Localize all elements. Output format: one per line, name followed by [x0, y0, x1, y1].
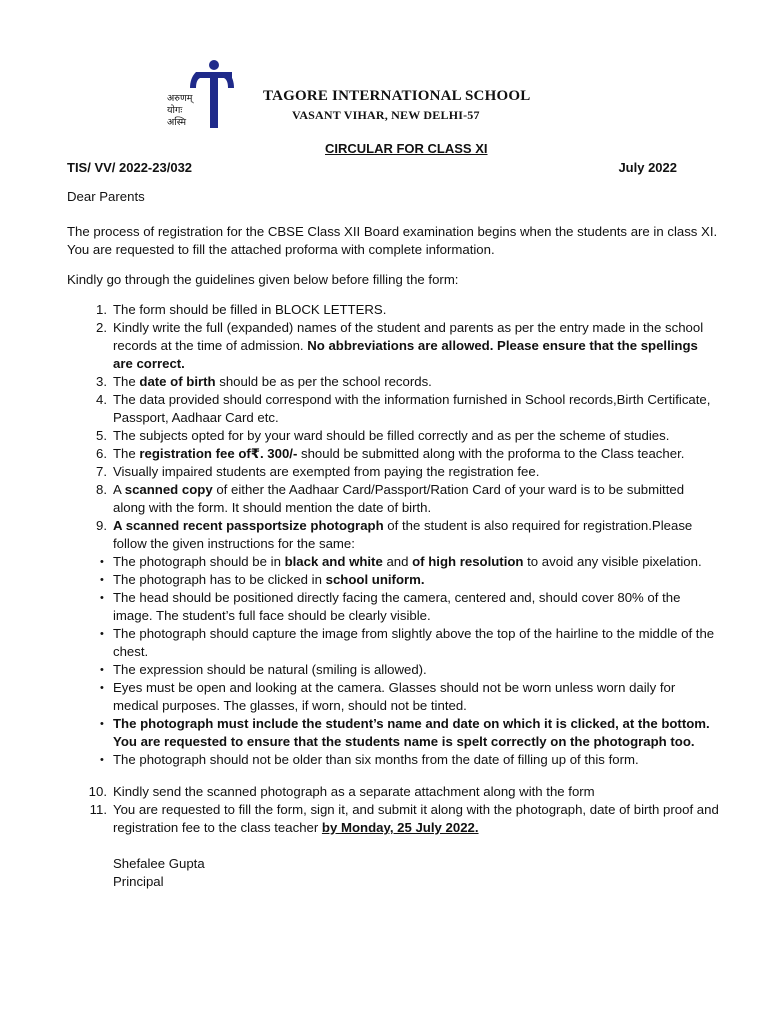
school-address: VASANT VIHAR, NEW DELHI-57	[292, 108, 480, 122]
bullet-icon: •	[100, 592, 104, 604]
item-text: The photograph should not be older than six months from the date of filling up of this form.	[113, 752, 639, 767]
item-emphasis: black and white	[284, 554, 383, 569]
bullet-icon: •	[100, 574, 104, 586]
item-number: 9.	[96, 518, 107, 533]
letter-body	[67, 188, 719, 891]
signature-block	[67, 855, 719, 891]
bullet-item	[67, 571, 719, 589]
item-text: You are requested to fill the form, sign it, and submit it along with the photograph, date of birth proof and registration fee to the class teacher	[113, 802, 719, 835]
item-text: Visually impaired students are exempted from paying the registration fee.	[113, 464, 540, 479]
item-text: Kindly send the scanned photograph as a separate attachment along with the form	[113, 784, 595, 799]
item-text: The form should be filled in BLOCK LETTERS.	[113, 302, 387, 317]
item-text: should be submitted along with the proforma to the Class teacher.	[297, 446, 685, 461]
signatory-name: Shefalee Gupta	[113, 856, 205, 871]
item-text: Eyes must be open and looking at the camera. Glasses should not be worn unless worn daily for medical purposes. The glasses, if worn, should not be tinted.	[113, 680, 676, 713]
list-item	[67, 301, 719, 319]
item-text: Kindly write the full (expanded) names of the student and parents as per the entry made in the school records at the time of admission.	[113, 320, 704, 353]
item-text: of either the Aadhaar Card/Passport/Ration Card of your ward is to be submitted along with the form. It should mention the date of birth.	[113, 482, 685, 515]
list-item	[67, 445, 719, 463]
list-item	[67, 319, 719, 373]
bullet-item	[67, 589, 719, 625]
item-text: The subjects opted for by your ward should be filled correctly and as per the scheme of studies.	[113, 428, 670, 443]
bullet-item	[67, 715, 719, 751]
guidelines-list	[67, 301, 719, 553]
bullet-item	[67, 553, 719, 571]
intro-paragraph: The process of registration for the CBSE Class XII Board examination begins when the students are in class XI. You are requested to fill the attached proforma with complete information.	[67, 224, 718, 257]
item-text: of the student is also required for registration.Please follow the given instructions for the same:	[113, 518, 693, 551]
item-number: 2.	[96, 320, 107, 335]
list-item	[67, 801, 719, 837]
item-emphasis: No abbreviations are allowed. Please ensure that the spellings are correct.	[113, 338, 698, 371]
logo-motto-line: योगः	[167, 105, 183, 116]
list-item	[67, 463, 719, 481]
bullet-item	[67, 661, 719, 679]
photo-instructions-list	[67, 553, 719, 769]
item-emphasis: date of birth	[139, 374, 216, 389]
item-emphasis: school uniform.	[325, 572, 425, 587]
item-emphasis: registration fee of₹. 300/-	[139, 446, 298, 461]
item-emphasis: A scanned recent passportsize photograph	[113, 518, 384, 533]
item-text: The expression should be natural (smiling is allowed).	[113, 662, 427, 677]
item-text: The head should be positioned directly facing the camera, centered and, should cover 80% of the image. The student’s full face should be clearly visible.	[113, 590, 681, 623]
guidelines-intro: Kindly go through the guidelines given below before filling the form:	[67, 272, 459, 287]
list-item	[67, 481, 719, 517]
item-emphasis: The photograph must include the student’s name and date on which it is clicked, at the bottom. You are requested to ensure that the students name is spelt correctly on the photograph too.	[113, 716, 710, 749]
circular-date: July 2022	[618, 160, 677, 175]
item-text: The	[113, 374, 140, 389]
bullet-icon: •	[100, 556, 104, 568]
list-item	[67, 517, 719, 553]
deadline: by Monday, 25 July 2022.	[321, 820, 479, 835]
item-text: The photograph should be in	[113, 554, 285, 569]
list-item	[67, 783, 719, 801]
logo-motto-line: अरुणम्	[167, 93, 193, 104]
school-name: TAGORE INTERNATIONAL SCHOOL	[263, 88, 531, 104]
bullet-item	[67, 679, 719, 715]
item-text: The data provided should correspond with the information furnished in School records,Birth Certificate, Passport, Aadhaar Card etc.	[113, 392, 711, 425]
item-number: 4.	[96, 392, 107, 407]
item-number: 11.	[89, 802, 107, 817]
bullet-item	[67, 751, 719, 769]
item-text: A	[113, 482, 125, 497]
item-text: The photograph should capture the image from slightly above the top of the hairline to the middle of the chest.	[113, 626, 715, 659]
signatory-title: Principal	[113, 874, 164, 889]
item-text: and	[382, 554, 413, 569]
item-text: The photograph has to be clicked in	[113, 572, 326, 587]
item-text: should be as per the school records.	[215, 374, 432, 389]
bullet-icon: •	[100, 718, 104, 730]
list-item	[67, 427, 719, 445]
item-emphasis: of high resolution	[412, 554, 524, 569]
logo-motto	[167, 93, 193, 129]
salutation: Dear Parents	[67, 189, 145, 204]
item-number: 1.	[96, 302, 107, 317]
bullet-icon: •	[100, 628, 104, 640]
list-item	[67, 373, 719, 391]
item-text: to avoid any visible pixelation.	[523, 554, 702, 569]
item-number: 10.	[88, 784, 107, 799]
bullet-item	[67, 625, 719, 661]
item-number: 6.	[96, 446, 107, 461]
item-number: 8.	[96, 482, 107, 497]
item-emphasis: scanned copy	[124, 482, 213, 497]
bullet-icon: •	[100, 682, 104, 694]
reference-number: TIS/ VV/ 2022-23/032	[67, 160, 193, 175]
logo-motto-line: अस्मि	[167, 117, 187, 128]
guidelines-list-continued	[67, 783, 719, 837]
list-item	[67, 391, 719, 427]
item-number: 7.	[96, 464, 107, 479]
item-number: 3.	[96, 374, 107, 389]
bullet-icon: •	[100, 664, 104, 676]
item-text: The	[113, 446, 140, 461]
circular-title: CIRCULAR FOR CLASS XI	[325, 141, 488, 156]
item-number: 5.	[96, 428, 107, 443]
bullet-icon: •	[100, 754, 104, 766]
